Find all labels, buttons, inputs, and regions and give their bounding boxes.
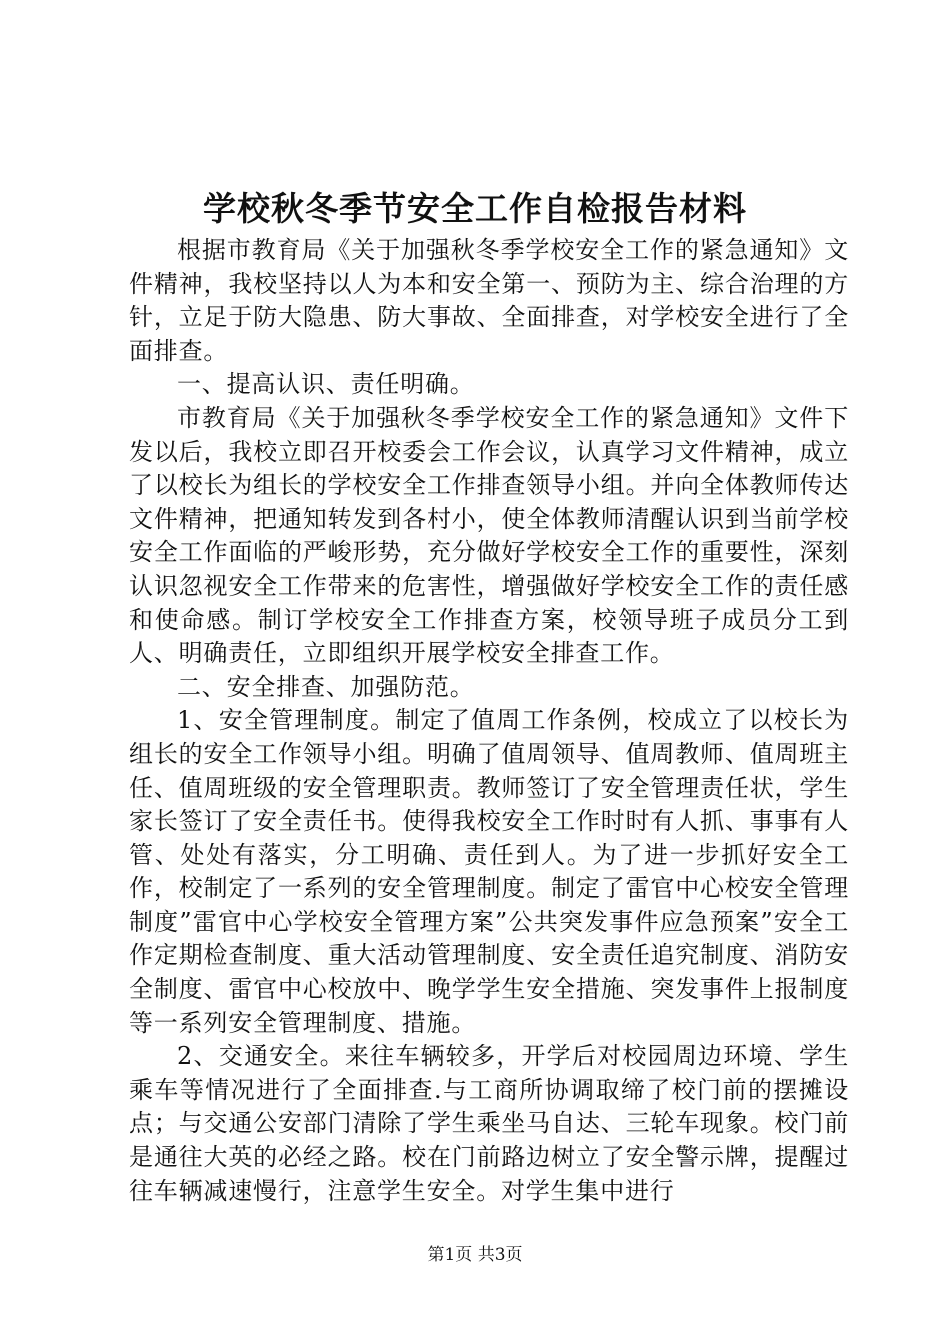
paragraph-item-2: 2、交通安全。来往车辆较多，开学后对校园周边环境、学生乘车等情况进行了全面排查.与工商所协调取缔了校门前的摆摊设点；与交通公安部门清除了学生乘坐马自达、三轮车现象。校门前是通往大英的必经之路。校在门前路边树立了安全警示牌，提醒过往车辆减速慢行，注意学生安全。对学生集中进行 [129, 1042, 849, 1205]
paragraph-intro: 根据市教育局《关于加强秋冬季学校安全工作的紧急通知》文件精神，我校坚持以人为本和安全第一、预防为主、综合治理的方针，立足于防大隐患、防大事故、全面排查，对学校安全进行了全面排查。 [129, 236, 849, 365]
paragraph-section-1: 市教育局《关于加强秋冬季学校安全工作的紧急通知》文件下发以后，我校立即召开校委会工作会议，认真学习文件精神，成立了以校长为组长的学校安全工作排查领导小组。并向全体教师传达文件精神，把通知转发到各村小，使全体教师清醒认识到当前学校安全工作面临的严峻形势，充分做好学校安全工作的重要性，深刻认识忽视安全工作带来的危害性，增强做好学校安全工作的责任感和使命感。制订学校安全工作排查方案，校领导班子成员分工到人、明确责任，立即组织开展学校安全排查工作。 [129, 403, 849, 668]
page-footer: 第1页 共3页 [427, 1245, 523, 1265]
document-body [129, 234, 849, 1208]
section-heading-2: 二、安全排查、加强防范。 [177, 672, 475, 701]
section-heading-1: 一、提高认识、责任明确。 [177, 370, 475, 399]
document-title: 学校秋冬季节安全工作自检报告材料 [203, 189, 747, 228]
paragraph-item-1: 1、安全管理制度。制定了值周工作条例，校成立了以校长为组长的安全工作领导小组。明确了值周领导、值周教师、值周班主任、值周班级的安全管理职责。教师签订了安全管理责任状，学生家长签订了安全责任书。使得我校安全工作时时有人抓、事事有人管、处处有落实，分工明确、责任到人。为了进一步抓好安全工作，校制定了一系列的安全管理制度。制定了雷官中心校安全管理制度”雷官中心学校安全管理方案”公共突发事件应急预案”安全工作定期检查制度、重大活动管理制度、安全责任追究制度、消防安全制度、雷官中心校放中、晚学学生安全措施、突发事件上报制度等一系列安全管理制度、措施。 [129, 706, 849, 1037]
